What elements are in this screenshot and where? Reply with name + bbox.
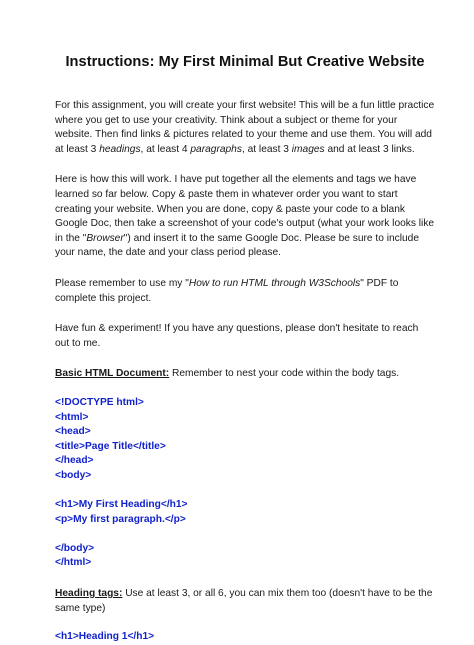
intro-text-4: and at least 3 links. — [324, 143, 415, 155]
basic-html-section — [55, 367, 435, 382]
code-line: </html> — [55, 557, 92, 569]
workflow-text-2: ") and insert it to the same Google Doc. Please be sure to include your name, the date and your class period please. — [55, 232, 420, 259]
code-line: </body> — [55, 542, 95, 554]
code-line: <title>Page Title</title> — [55, 440, 166, 452]
intro-paragraph — [55, 99, 435, 157]
pdf-reminder-paragraph — [55, 277, 435, 306]
basic-html-code — [55, 396, 435, 571]
have-fun-paragraph: Have fun & experiment! If you have any questions, please don't hesitate to reach out to me. — [55, 323, 419, 349]
code-line: </head> — [55, 455, 94, 467]
code-line: <p>My first paragraph.</p> — [55, 513, 186, 525]
document-page — [55, 52, 435, 645]
code-line: <h1>My First Heading</h1> — [55, 499, 188, 511]
heading-tags-text: Use at least 3, or all 6, you can mix them too (doesn't have to be the same type) — [55, 588, 433, 614]
code-line: <body> — [55, 469, 92, 481]
intro-images-em: images — [291, 143, 325, 155]
code-line: <!DOCTYPE html> — [55, 396, 144, 408]
workflow-paragraph — [55, 173, 435, 261]
basic-html-label: Basic HTML Document: — [55, 368, 170, 380]
intro-text-1: For this assignment, you will create your first website! This will be a fun little practice where you get to use your creativity. Think about a subject or theme for your website. Then find links & pictures related to your theme and use them. You will add at least 3 — [55, 100, 435, 155]
heading-tags-label: Heading tags: — [55, 588, 123, 600]
pdf-text-2: " PDF to complete this project. — [55, 277, 399, 304]
intro-headings-em: headings — [99, 143, 141, 155]
pdf-text-1: Please remember to use my " — [55, 277, 189, 289]
intro-text-2: , at least 4 — [140, 143, 191, 155]
code-line: <html> — [55, 411, 89, 423]
document-title: Instructions: My First Minimal But Creative Website — [65, 54, 425, 70]
code-line: <h1>Heading 1</h1> — [55, 631, 155, 643]
workflow-text-1: Here is how this will work. I have put together all the elements and tags we have learned so far below. Copy & paste them in whatever order you want to start creating your website. When you are done, copy & paste your code to a blank Google Doc, then take a screenshot of your code's output (what your work looks like in the " — [55, 174, 435, 244]
code-blank-line — [55, 527, 435, 542]
heading-tags-section — [55, 587, 435, 616]
code-blank-line — [55, 483, 435, 498]
intro-text-3: , at least 3 — [241, 143, 292, 155]
basic-html-text: Remember to nest your code within the body tags. — [169, 368, 400, 380]
pdf-title-em: How to run HTML through W3Schools — [188, 277, 361, 289]
heading-tags-code — [55, 630, 435, 645]
workflow-browser-em: Browser — [86, 232, 124, 244]
code-line: <head> — [55, 426, 91, 438]
intro-paragraphs-em: paragraphs — [190, 143, 242, 155]
